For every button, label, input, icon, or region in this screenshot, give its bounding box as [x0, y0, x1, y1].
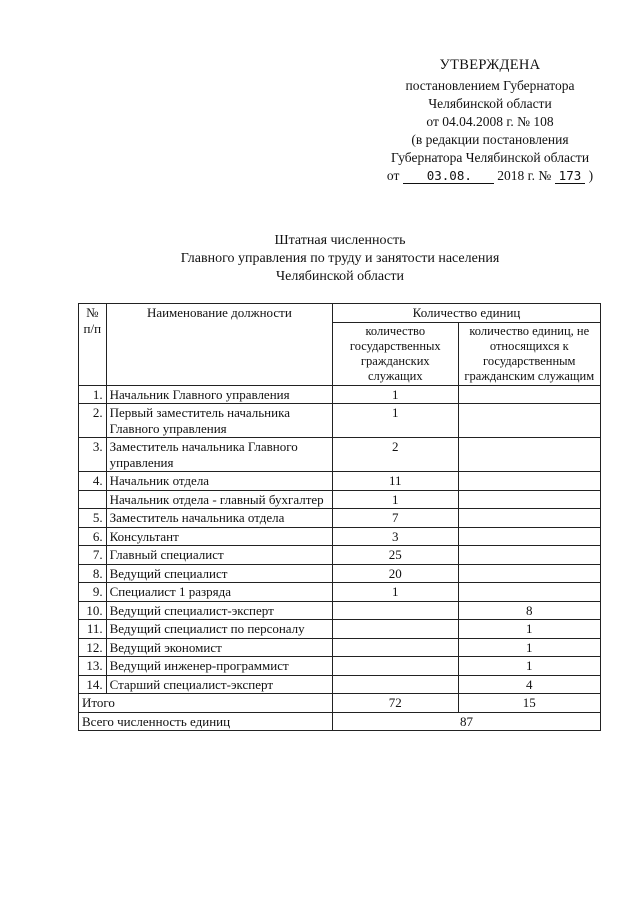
row-number: 14. — [79, 675, 107, 694]
row-civil-count — [333, 675, 458, 694]
approval-block — [340, 56, 640, 185]
row-position: Консультант — [106, 527, 332, 546]
approval-line: Губернатора Челябинской области — [390, 150, 590, 165]
row-civil-count: 1 — [333, 583, 458, 602]
row-civil-count — [333, 638, 458, 657]
row-non-civil-count — [458, 509, 600, 528]
header-position: Наименование должности — [106, 304, 332, 386]
table-row — [79, 601, 601, 620]
row-number: 8. — [79, 564, 107, 583]
row-number: 5. — [79, 509, 107, 528]
table-row — [79, 546, 601, 565]
row-number: 2. — [79, 404, 107, 438]
header-number: № п/п — [79, 304, 107, 386]
row-position: Начальник отдела — [106, 472, 332, 491]
table-row — [79, 583, 601, 602]
header-quantity: Количество единиц — [333, 304, 601, 323]
row-non-civil-count — [458, 564, 600, 583]
row-number: 13. — [79, 657, 107, 676]
row-civil-count: 2 — [333, 438, 458, 472]
row-non-civil-count: 1 — [458, 620, 600, 639]
date-prefix: от — [386, 168, 400, 183]
row-non-civil-count — [458, 438, 600, 472]
handwritten-number: 173 — [555, 168, 586, 184]
table-row — [79, 404, 601, 438]
row-position: Главный специалист — [106, 546, 332, 565]
row-civil-count: 3 — [333, 527, 458, 546]
row-position: Ведущий специалист-эксперт — [106, 601, 332, 620]
amendment-date-line — [340, 167, 640, 185]
row-number: 6. — [79, 527, 107, 546]
row-position: Заместитель начальника Главного управления — [106, 438, 332, 472]
approval-line: от 04.04.2008 г. № 108 — [426, 114, 554, 129]
table-row — [79, 438, 601, 472]
total-label: Итого — [79, 694, 333, 713]
approval-heading: УТВЕРЖДЕНА — [439, 57, 541, 73]
row-civil-count: 1 — [333, 490, 458, 509]
title-line: Штатная численность — [274, 233, 406, 248]
row-civil-count: 20 — [333, 564, 458, 583]
row-number: 7. — [79, 546, 107, 565]
row-number: 3. — [79, 438, 107, 472]
row-non-civil-count — [458, 490, 600, 509]
title-line: Главного управления по труду и занятости населения — [180, 251, 500, 266]
row-civil-count — [333, 620, 458, 639]
row-civil-count — [333, 601, 458, 620]
table-row — [79, 657, 601, 676]
title-line: Челябинской области — [276, 269, 404, 284]
row-number: 1. — [79, 385, 107, 404]
row-non-civil-count: 1 — [458, 657, 600, 676]
header-non-civil: количество единиц, не относящихся к государственным гражданским служащим — [458, 322, 600, 385]
row-position: Начальник Главного управления — [106, 385, 332, 404]
grand-total-label: Всего численность единиц — [79, 712, 333, 731]
row-position: Ведущий специалист по персоналу — [106, 620, 332, 639]
row-non-civil-count — [458, 385, 600, 404]
total-row — [79, 694, 601, 713]
table-row — [79, 385, 601, 404]
row-non-civil-count — [458, 404, 600, 438]
row-civil-count: 7 — [333, 509, 458, 528]
header-civil-servants: количество государственных гражданских служащих — [333, 322, 458, 385]
table-row — [79, 638, 601, 657]
row-civil-count: 1 — [333, 404, 458, 438]
row-position: Первый заместитель начальника Главного управления — [106, 404, 332, 438]
row-position: Специалист 1 разряда — [106, 583, 332, 602]
date-year: 2018 г. № — [497, 168, 552, 183]
row-non-civil-count — [458, 527, 600, 546]
row-number: 9. — [79, 583, 107, 602]
table-row — [79, 675, 601, 694]
row-number: 10. — [79, 601, 107, 620]
total-civil: 72 — [333, 694, 458, 713]
row-non-civil-count — [458, 583, 600, 602]
row-position: Ведущий экономист — [106, 638, 332, 657]
staff-table — [78, 303, 601, 731]
row-number: 4. — [79, 472, 107, 491]
row-non-civil-count — [458, 472, 600, 491]
row-non-civil-count: 8 — [458, 601, 600, 620]
table-row — [79, 527, 601, 546]
row-position: Заместитель начальника отдела — [106, 509, 332, 528]
row-number: 12. — [79, 638, 107, 657]
date-close: ) — [588, 168, 594, 183]
row-number — [79, 490, 107, 509]
total-non-civil: 15 — [458, 694, 600, 713]
row-position: Начальник отдела - главный бухгалтер — [106, 490, 332, 509]
row-civil-count: 1 — [333, 385, 458, 404]
grand-total-row — [79, 712, 601, 731]
table-header-row — [79, 304, 601, 323]
row-non-civil-count: 4 — [458, 675, 600, 694]
row-civil-count: 25 — [333, 546, 458, 565]
approval-line: (в редакции постановления — [411, 132, 569, 147]
document-title — [120, 232, 560, 286]
row-position: Ведущий специалист — [106, 564, 332, 583]
row-civil-count — [333, 657, 458, 676]
grand-total-value: 87 — [333, 712, 601, 731]
table-row — [79, 564, 601, 583]
table-row — [79, 490, 601, 509]
table-row — [79, 620, 601, 639]
handwritten-date: 03.08. — [403, 168, 494, 184]
table-row — [79, 472, 601, 491]
row-position: Ведущий инженер-программист — [106, 657, 332, 676]
row-position: Старший специалист-эксперт — [106, 675, 332, 694]
approval-line: постановлением Губернатора — [405, 78, 575, 93]
approval-line: Челябинской области — [428, 96, 552, 111]
row-non-civil-count: 1 — [458, 638, 600, 657]
row-non-civil-count — [458, 546, 600, 565]
table-body — [79, 385, 601, 694]
row-civil-count: 11 — [333, 472, 458, 491]
row-number: 11. — [79, 620, 107, 639]
table-row — [79, 509, 601, 528]
